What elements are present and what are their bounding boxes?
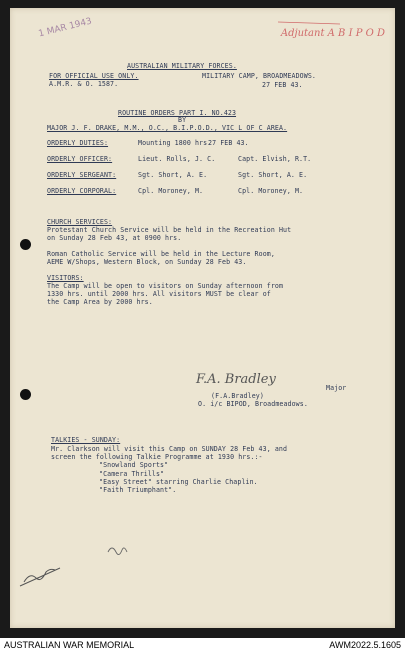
duty-value: Sgt. Short, A. E. — [138, 171, 208, 179]
visitors-heading: VISITORS: — [47, 274, 84, 282]
header-date: 27 FEB 43. — [262, 81, 303, 89]
orders-title: ROUTINE ORDERS PART I. NO.423 — [118, 109, 237, 117]
signature-office: O. i/c BIPOD, Broadmeadows. — [198, 400, 308, 408]
film-title: "Camera Thrills" — [99, 470, 165, 478]
punch-hole — [20, 239, 31, 250]
church-line: on Sunday 28 Feb 43, at 0900 hrs. — [47, 234, 182, 242]
official-use: FOR OFFICIAL USE ONLY. — [49, 72, 139, 80]
talkies-line: Mr. Clarkson will visit this Camp on SUNDAY 28 Feb 43, and — [51, 445, 288, 453]
document-page — [10, 8, 395, 628]
duty-value: 27 FEB 43. — [208, 139, 249, 147]
film-title: "Snowland Sports" — [99, 461, 169, 469]
punch-hole — [20, 389, 31, 400]
talkies-heading: TALKIES - SUNDAY: — [51, 436, 121, 444]
amr-ref: A.M.R. & O. 1587. — [49, 80, 119, 88]
duty-value: Lieut. Rolls, J. C. — [138, 155, 216, 163]
duty-label: ORDERLY DUTIES: — [47, 139, 109, 147]
duty-value: Sgt. Short, A. E. — [238, 171, 308, 179]
signature-name: (F.A.Bradley) — [211, 392, 264, 400]
duty-label: ORDERLY OFFICER: — [47, 155, 113, 163]
church-heading: CHURCH SERVICES: — [47, 218, 113, 226]
duty-label: ORDERLY SERGEANT: — [47, 171, 117, 179]
footer-credit: AUSTRALIAN WAR MEMORIAL — [4, 640, 135, 650]
film-title: "Faith Triumphant". — [99, 486, 177, 494]
footer-id: AWM2022.5.1605 — [329, 640, 401, 650]
film-title: "Easy Street" starring Charlie Chaplin. — [99, 478, 258, 486]
church-line: Protestant Church Service will be held in the Recreation Hut — [47, 226, 292, 234]
signature-rank: Major — [326, 384, 347, 392]
duty-value: Mounting 1800 hrs. — [138, 139, 212, 147]
church-line: AEME W/Shops, Western Block, on Sunday 28 Feb 43. — [47, 258, 247, 266]
church-line: Roman Catholic Service will be held in the Lecture Room, — [47, 250, 275, 258]
orders-by: BY — [178, 116, 187, 124]
camp-name: MILITARY CAMP, BROADMEADOWS. — [202, 72, 316, 80]
visitors-line: the Camp Area by 2000 hrs. — [47, 298, 153, 306]
talkies-line: screen the following Talkie Programme at 1930 hrs.:- — [51, 453, 263, 461]
visitors-line: The Camp will be open to visitors on Sunday afternoon from — [47, 282, 284, 290]
date-stamp: 1 MAR 1943 — [37, 16, 93, 40]
orders-issuer: MAJOR J. F. DRAKE, M.M., O.C., B.I.P.O.D., VIC L OF C AREA. — [47, 124, 288, 132]
handwritten-signature: F.A. Bradley — [196, 372, 276, 387]
visitors-line: 1330 hrs. until 2000 hrs. All visitors MUST be clear of — [47, 290, 271, 298]
footer-bar — [0, 638, 405, 653]
handwritten-reference: Adjutant A B I P O D — [280, 28, 385, 39]
duty-value: Cpl. Moroney, M. — [138, 187, 204, 195]
pen-marks — [10, 8, 395, 628]
duty-value: Capt. Elvish, R.T. — [238, 155, 312, 163]
duty-value: Cpl. Moroney, M. — [238, 187, 304, 195]
duty-label: ORDERLY CORPORAL: — [47, 187, 117, 195]
org-heading: AUSTRALIAN MILITARY FORCES. — [127, 62, 237, 70]
